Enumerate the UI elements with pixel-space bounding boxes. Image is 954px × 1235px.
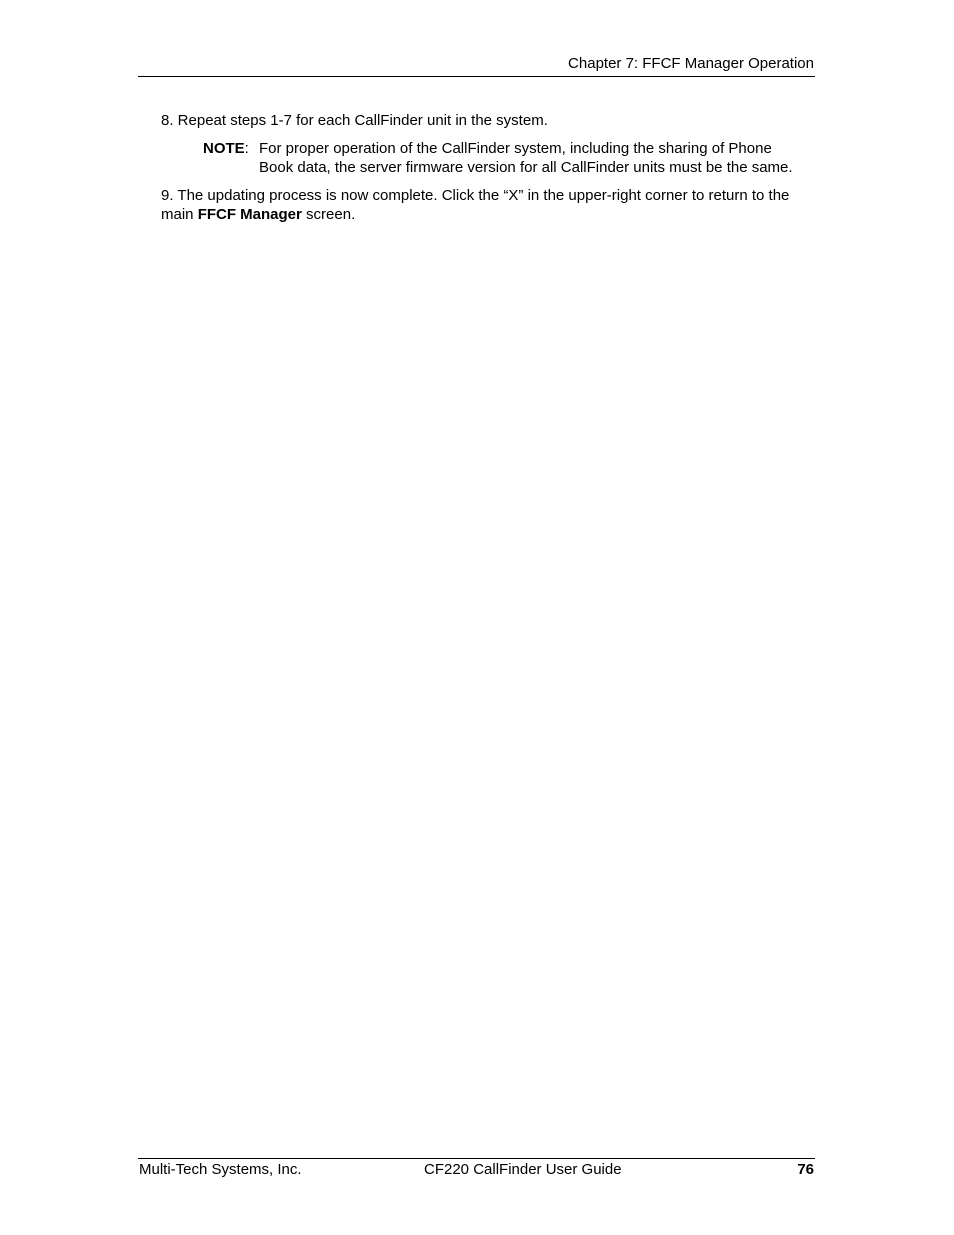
note-label (203, 139, 249, 158)
step-8: 8. Repeat steps 1-7 for each CallFinder unit in the system. (161, 112, 548, 129)
chapter-title: Chapter 7: FFCF Manager Operation (568, 55, 814, 72)
page-footer (138, 1158, 815, 1183)
page-header (138, 54, 815, 77)
ffcf-manager-reference: FFCF Manager (197, 206, 302, 223)
page-number: 76 (797, 1161, 814, 1178)
note-block (203, 139, 801, 177)
step-9-text: 9. The updating process is now complete. Click the “X” in the upper-right corner to return to the main (161, 187, 790, 223)
note-label-text: NOTE (203, 140, 245, 157)
company-name: Multi-Tech Systems, Inc. (139, 1161, 302, 1178)
step-9-text-end: screen. (301, 206, 356, 223)
step-9 (161, 186, 801, 224)
note-separator: : (244, 140, 249, 157)
page-content (161, 111, 801, 224)
guide-title: CF220 CallFinder User Guide (424, 1161, 622, 1178)
note-text: For proper operation of the CallFinder system, including the sharing of Phone Book data, the server firmware version for all CallFinder units must be the same. (259, 140, 793, 176)
